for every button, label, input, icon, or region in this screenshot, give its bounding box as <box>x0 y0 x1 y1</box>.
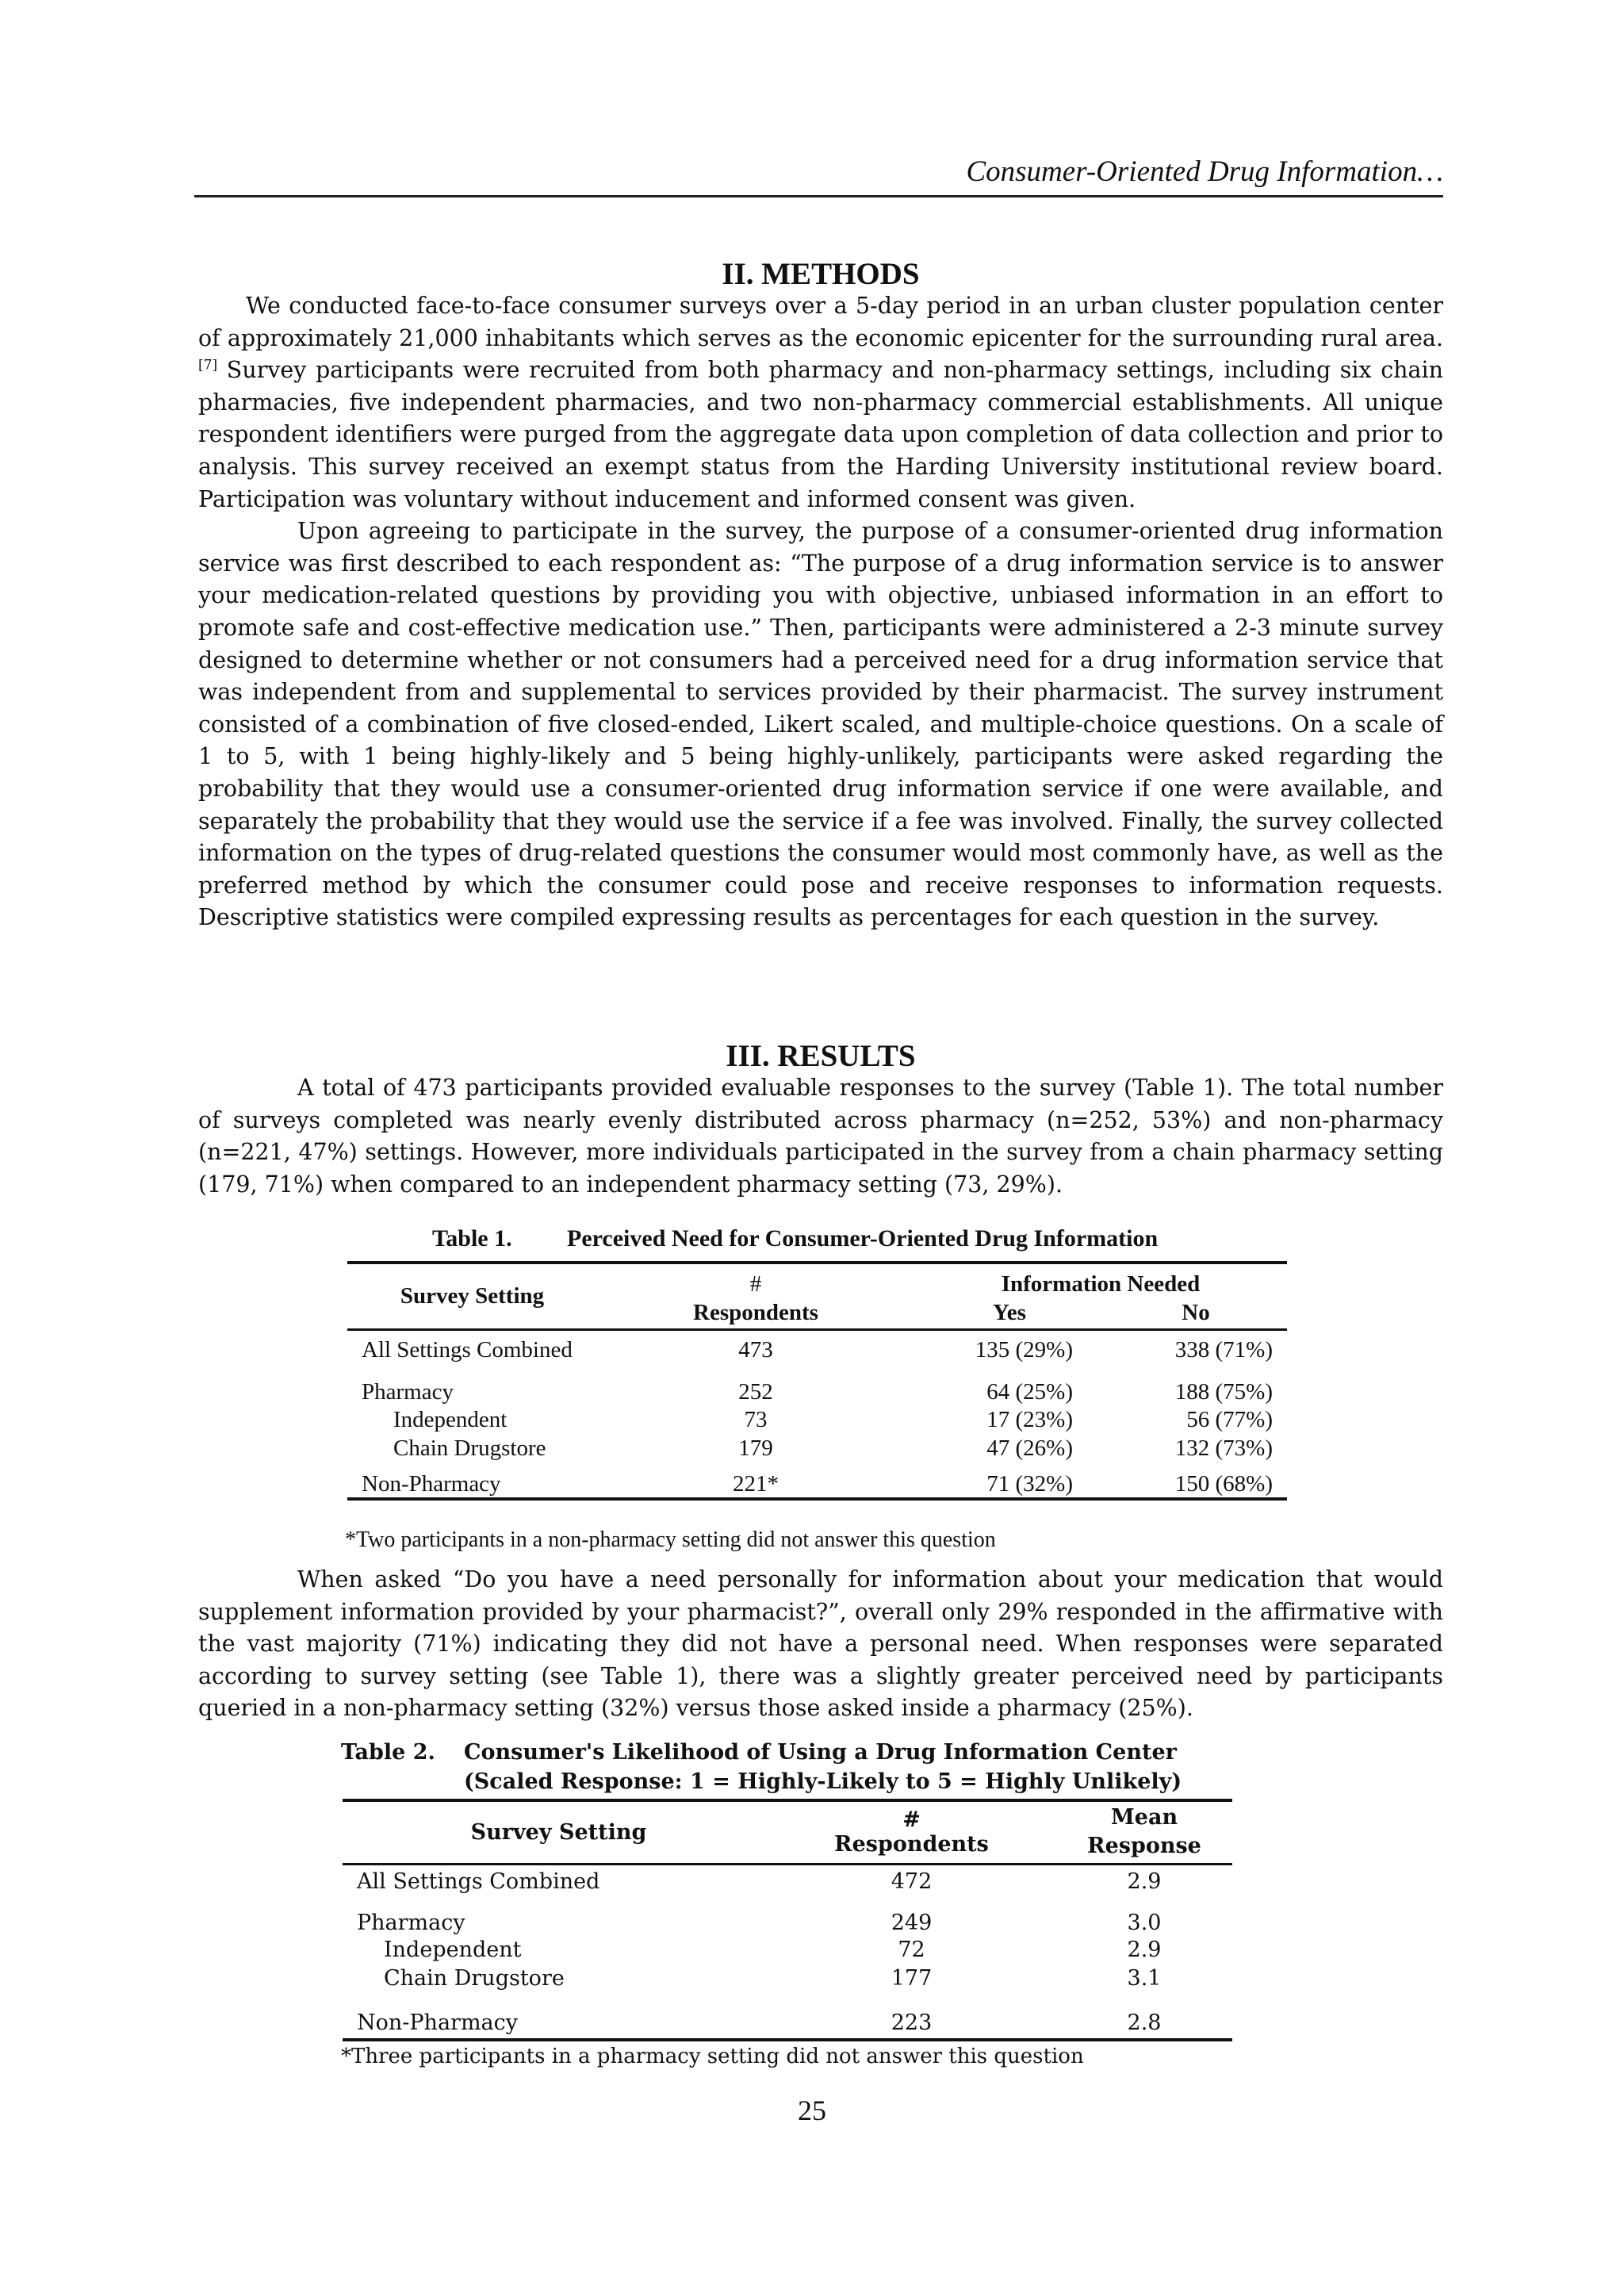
table2-label: Table 2. <box>341 1740 435 1765</box>
table1-header-no: No <box>1182 1299 1210 1325</box>
table2 <box>343 1799 1232 2041</box>
table-row: Chain Drugstore 179 47 (26%) 132 (73%) <box>393 1435 1273 1461</box>
methods-heading: II. METHODS <box>722 257 920 291</box>
table-row: Non-Pharmacy 223 2.8 <box>343 1992 1232 2040</box>
table2-caption <box>341 1738 1182 1796</box>
methods-paragraph-1: We conducted face-to-face consumer surveys over a 5-day period in an urban cluster population center of approximately 21,000 inhabitants which serves as the economic epicenter for the surrounding rural area.[7] Survey participants were recruited from both pharmacy and non-pharmacy settings, including six chain pharmacies, five independent pharmacies, and two non-pharmacy commercial establishments. All unique respondent identifiers were purged from the aggregate data upon completion of data collection and prior to analysis. This survey received an exempt status from the Harding University institutional review board. Participation was voluntary without inducement and informed consent was given. <box>198 293 1443 512</box>
page-number: 25 <box>798 2095 826 2126</box>
table2-footnote: *Three participants in a pharmacy setting did not answer this question <box>341 2045 1084 2068</box>
table-row: Pharmacy 249 3.0 <box>357 1911 1162 1935</box>
table2-header-setting: Survey Setting <box>470 1819 647 1845</box>
citation-ref: [7] <box>198 357 218 374</box>
table2-title-line1: Consumer's Likelihood of Using a Drug Information Center <box>464 1740 1177 1765</box>
methods-body <box>198 290 1443 934</box>
table-row: Independent 73 17 (23%) 56 (77%) <box>393 1406 1273 1432</box>
table2-header-respondents: # Respondents <box>834 1807 989 1857</box>
results-paragraph-2: When asked “Do you have a need personally for information about your medication that would supplement information provided by your pharmacist?”, overall only 29% responded in the affirmative with the vast majority (71%) indicating they did not have a personal need. When responses were separated according to survey setting (see Table 1), there was a slightly greater perceived need by participants queried in a non-pharmacy setting (32%) versus those asked inside a pharmacy (25%). <box>198 1566 1443 1722</box>
table-row: Independent 72 2.9 <box>384 1937 1162 1962</box>
table-row: Pharmacy 252 64 (25%) 188 (75%) <box>362 1379 1273 1405</box>
table-row: Non-Pharmacy 221* 71 (32%) 150 (68%) <box>347 1462 1287 1499</box>
table2-header-mean: Mean Response <box>1087 1805 1201 1859</box>
table1-footnote: *Two participants in a non-pharmacy setting did not answer this question <box>345 1527 996 1552</box>
results-paragraph-1: A total of 473 participants provided evaluable responses to the survey (Table 1). The total number of surveys completed was nearly evenly distributed across pharmacy (n=252, 53%) and non-pharmacy (n=221, 47%) settings. However, more individuals participated in the survey from a chain pharmacy setting (179, 71%) when compared to an independent pharmacy setting (73, 29%). <box>198 1075 1443 1198</box>
table-row: Chain Drugstore 177 3.1 <box>384 1965 1162 1991</box>
table1-header-respondents: Respondents <box>693 1299 818 1325</box>
table1-header-yes: Yes <box>993 1299 1026 1325</box>
results-heading: III. RESULTS <box>726 1039 916 1073</box>
table1-header-setting: Survey Setting <box>400 1282 545 1309</box>
table1-caption <box>432 1225 1158 1253</box>
table1-header-hash: # <box>749 1271 762 1297</box>
table-row: All Settings Combined 473 135 (29%) 338 (71%) <box>362 1337 1273 1363</box>
table1-header-info-needed: Information Needed <box>1001 1271 1201 1297</box>
table1 <box>347 1261 1287 1501</box>
methods-paragraph-2: Upon agreeing to participate in the survey, the purpose of a consumer-oriented drug information service was first described to each respondent as: “The purpose of a drug information service is to answer your medication-related questions by providing you with objective, unbiased information in an effort to promote safe and cost-effective medication use.” Then, participants were administered a 2-3 minute survey designed to determine whether or not consumers had a perceived need for a drug information service that was independent from and supplemental to services provided by their pharmacist. The survey instrument consisted of a combination of five closed-ended, Likert scaled, and multiple-choice questions. On a scale of 1 to 5, with 1 being highly-likely and 5 being highly-unlikely, participants were asked regarding the probability that they would use a consumer-oriented drug information service if one were available, and separately the probability that they would use the service if a fee was involved. Finally, the survey collected information on the types of drug-related questions the consumer would most commonly have, as well as the preferred method by which the consumer could pose and receive responses to information requests. Descriptive statistics were compiled expressing results as percentages for each question in the survey. <box>198 518 1443 931</box>
table-row: All Settings Combined 472 2.9 <box>357 1869 1162 1895</box>
running-head: Consumer-Oriented Drug Information… <box>194 152 1443 197</box>
table1-title: Perceived Need for Consumer-Oriented Drug Information <box>567 1225 1159 1251</box>
table2-title-line2: (Scaled Response: 1 = Highly-Likely to 5 = Highly Unlikely) <box>464 1769 1182 1794</box>
table1-label: Table 1. <box>432 1225 512 1251</box>
